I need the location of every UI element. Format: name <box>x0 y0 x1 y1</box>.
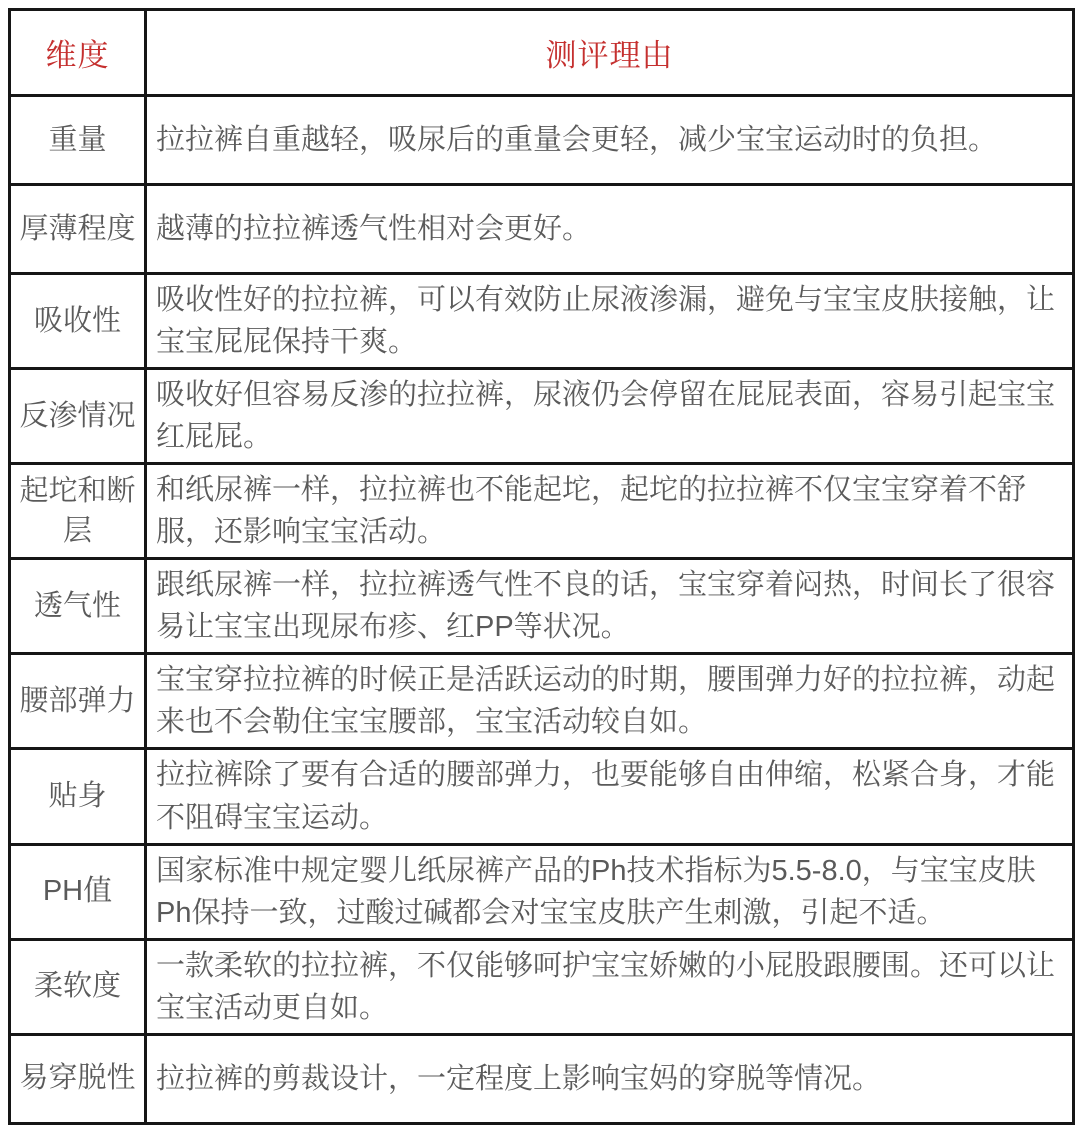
dimension-cell: 厚薄程度 <box>10 185 146 274</box>
reason-cell: 和纸尿裤一样，拉拉裤也不能起坨，起坨的拉拉裤不仅宝宝穿着不舒服，还影响宝宝活动。 <box>146 464 1074 559</box>
table-row <box>10 559 1074 654</box>
table-row <box>10 1034 1074 1123</box>
reason-cell: 一款柔软的拉拉裤，不仅能够呵护宝宝娇嫩的小屁股跟腰围。还可以让宝宝活动更自如。 <box>146 939 1074 1034</box>
dimension-cell: 腰部弹力 <box>10 654 146 749</box>
dimension-cell: 贴身 <box>10 749 146 844</box>
table-row <box>10 96 1074 185</box>
header-row <box>10 10 1074 96</box>
evaluation-criteria-table <box>8 8 1075 1125</box>
dimension-cell: PH值 <box>10 844 146 939</box>
reason-cell: 越薄的拉拉裤透气性相对会更好。 <box>146 185 1074 274</box>
table-row <box>10 749 1074 844</box>
dimension-cell: 重量 <box>10 96 146 185</box>
reason-cell: 拉拉裤自重越轻，吸尿后的重量会更轻，减少宝宝运动时的负担。 <box>146 96 1074 185</box>
reason-cell: 宝宝穿拉拉裤的时候正是活跃运动的时期，腰围弹力好的拉拉裤，动起来也不会勒住宝宝腰部，宝宝活动较自如。 <box>146 654 1074 749</box>
table-row <box>10 185 1074 274</box>
reason-cell: 国家标准中规定婴儿纸尿裤产品的Ph技术指标为5.5-8.0，与宝宝皮肤Ph保持一致，过酸过碱都会对宝宝皮肤产生刺激，引起不适。 <box>146 844 1074 939</box>
table-row <box>10 464 1074 559</box>
header-cell-reason: 测评理由 <box>146 10 1074 96</box>
table-row <box>10 654 1074 749</box>
table-row <box>10 939 1074 1034</box>
table-row <box>10 274 1074 369</box>
table-row <box>10 844 1074 939</box>
table-row <box>10 369 1074 464</box>
dimension-cell: 起坨和断层 <box>10 464 146 559</box>
reason-cell: 吸收性好的拉拉裤，可以有效防止尿液渗漏，避免与宝宝皮肤接触，让宝宝屁屁保持干爽。 <box>146 274 1074 369</box>
dimension-cell: 透气性 <box>10 559 146 654</box>
dimension-cell: 柔软度 <box>10 939 146 1034</box>
dimension-cell: 易穿脱性 <box>10 1034 146 1123</box>
dimension-cell: 吸收性 <box>10 274 146 369</box>
reason-cell: 吸收好但容易反渗的拉拉裤，尿液仍会停留在屁屁表面，容易引起宝宝红屁屁。 <box>146 369 1074 464</box>
reason-cell: 跟纸尿裤一样，拉拉裤透气性不良的话，宝宝穿着闷热，时间长了很容易让宝宝出现尿布疹、红PP等状况。 <box>146 559 1074 654</box>
reason-cell: 拉拉裤的剪裁设计，一定程度上影响宝妈的穿脱等情况。 <box>146 1034 1074 1123</box>
dimension-cell: 反渗情况 <box>10 369 146 464</box>
reason-cell: 拉拉裤除了要有合适的腰部弹力，也要能够自由伸缩，松紧合身，才能不阻碍宝宝运动。 <box>146 749 1074 844</box>
header-cell-dimension: 维度 <box>10 10 146 96</box>
